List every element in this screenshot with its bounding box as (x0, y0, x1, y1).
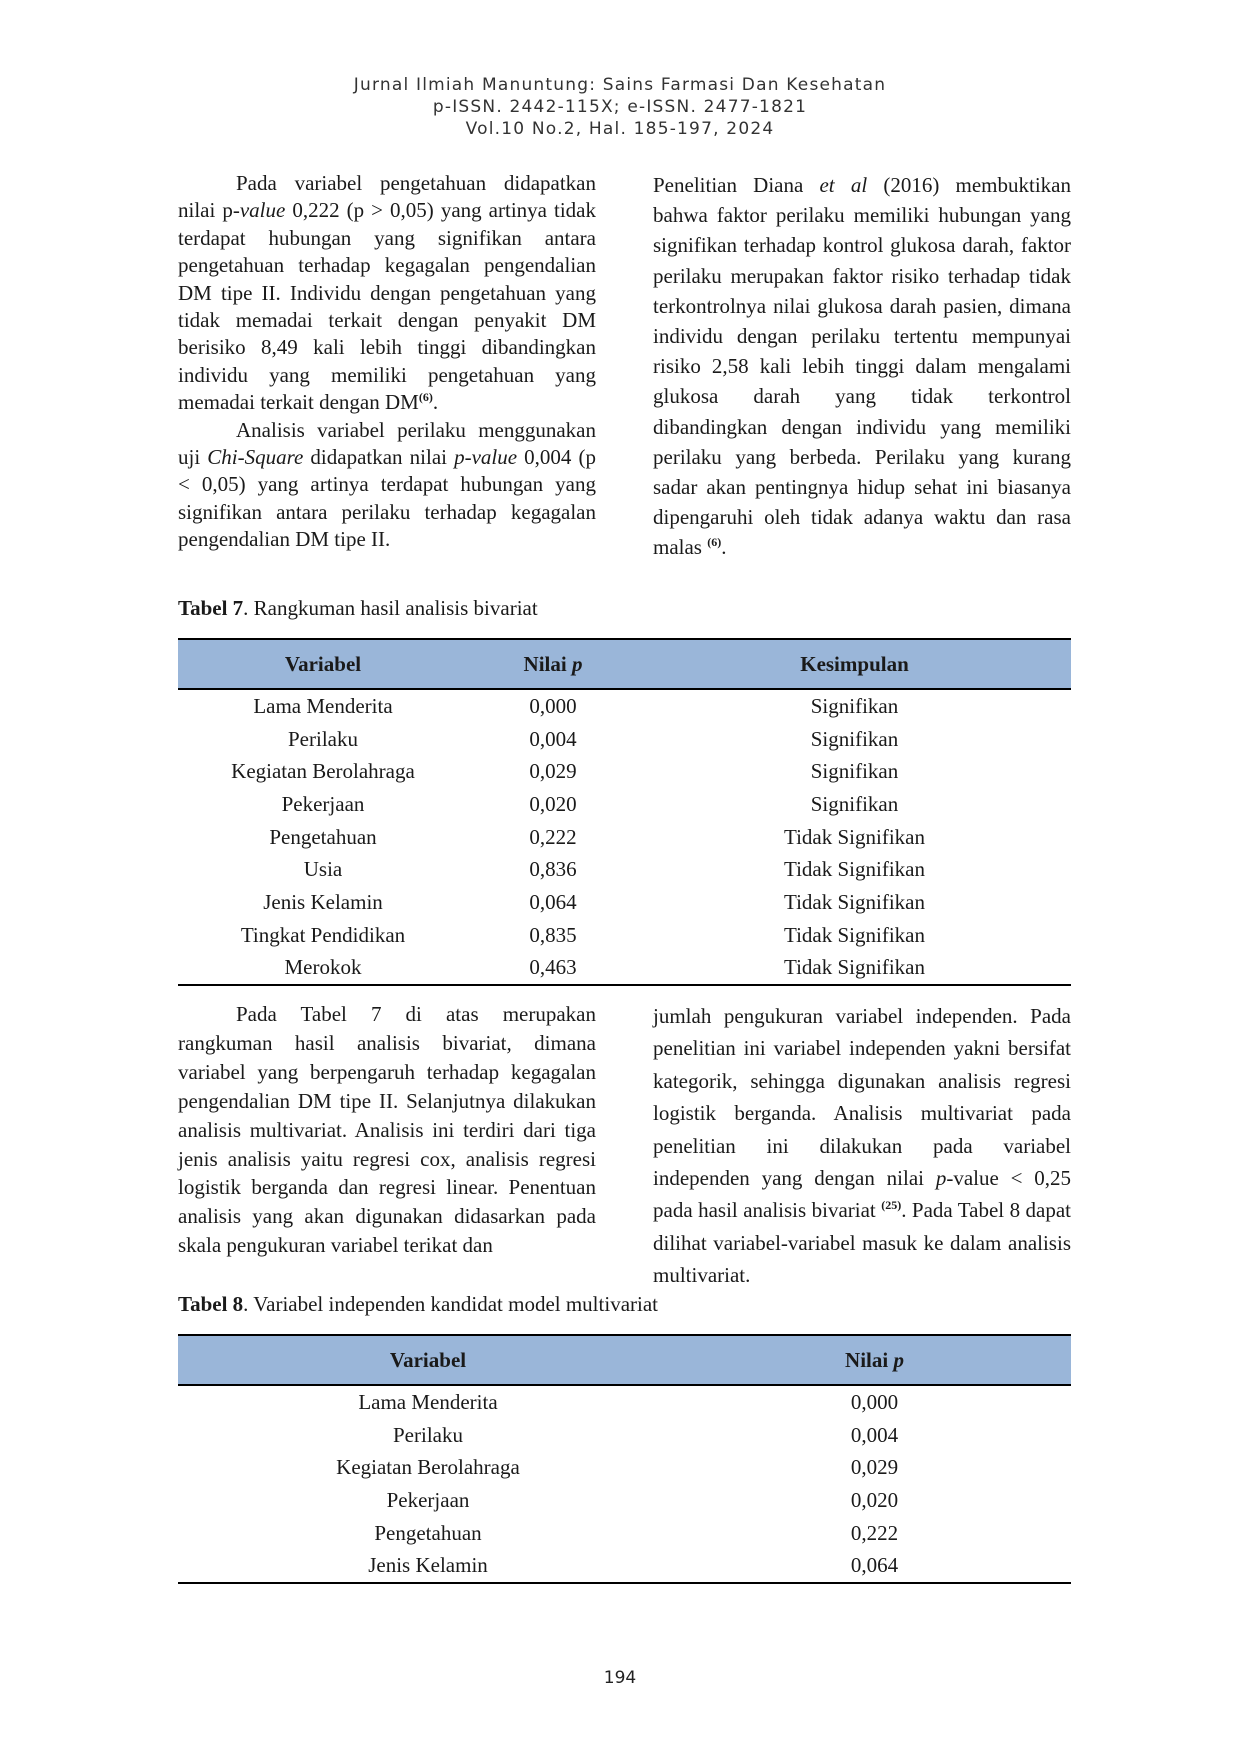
table-row (178, 1549, 1071, 1583)
cell-kesimpulan: Tidak Signifikan (638, 952, 1071, 986)
cell-nilai: 0,064 (678, 1549, 1071, 1583)
cell-nilai: 0,029 (850, 1455, 899, 1480)
table-row (178, 886, 1071, 919)
header-kesimpulan: Kesimpulan (638, 639, 1071, 689)
cell-variabel: Lama Menderita (253, 693, 393, 718)
table8 (178, 1334, 1071, 1584)
paragraph-tabel7: Pada Tabel 7 di atas merupakan rangkuman hasil analisis bivariat, dimana variabel yang berpengaruh terhadap kegagalan pengendalian DM tipe II. Selanjutnya dilakukan analisis multivariat. Analisis ini terdiri dari tiga jenis analisis yaitu regresi cox, analisis regresi logistik berganda dan regresi linear. Penentuan analisis yang akan digunakan didasarkan pada skala pengukuran variabel terikat dan (178, 1002, 596, 1258)
table-row (178, 755, 1071, 788)
table7 (178, 638, 1071, 986)
table-row (178, 689, 1071, 723)
cell-nilai: 0,836 (529, 857, 577, 882)
journal-issn: p-ISSN. 2442-115X; e-ISSN. 2477-1821 (432, 97, 808, 117)
cell-variabel: Pekerjaan (281, 791, 365, 816)
table-row (178, 1517, 1071, 1550)
cell-kesimpulan: Tidak Signifikan (784, 922, 925, 947)
journal-volume: Vol.10 No.2, Hal. 185-197, 2024 (465, 119, 775, 139)
cell-variabel: Perilaku (288, 726, 358, 751)
cell-kesimpulan: Tidak Signifikan (784, 857, 925, 882)
cell-variabel: Pengetahuan (269, 824, 377, 849)
cell-kesimpulan: Signifikan (810, 693, 899, 718)
header-variabel: Variabel (178, 1335, 678, 1385)
paragraph-perilaku: Analisis variabel perilaku menggunakan uji Chi-Square didapatkan nilai p-value 0,004 (p < 0,05) yang artinya terdapat hubungan yang signifikan antara perilaku terhadap kegagalan pengendalian DM tipe II. (178, 417, 596, 552)
table-row (178, 1419, 1071, 1452)
cell-nilai: 0,222 (850, 1520, 899, 1545)
cell-nilai: 0,835 (529, 922, 577, 947)
cell-variabel: Kegiatan Berolahraga (231, 759, 415, 784)
table7-caption: Tabel 7. Rangkuman hasil analisis bivariat (178, 596, 538, 620)
left-column-top (178, 170, 596, 554)
table-row (178, 723, 1071, 756)
table-header-row (178, 639, 1071, 689)
cell-nilai: 0,020 (850, 1487, 899, 1512)
cell-nilai: 0,029 (529, 759, 577, 784)
cell-variabel: Pengetahuan (374, 1520, 482, 1545)
cell-nilai: 0,463 (468, 952, 638, 986)
table-row (178, 1451, 1071, 1484)
right-column-top (653, 170, 1071, 563)
table8-caption: Tabel 8. Variabel independen kandidat model multivariat (178, 1292, 658, 1316)
table-header-row (178, 1335, 1071, 1385)
cell-variabel: Merokok (178, 952, 468, 986)
paragraph-diana: Penelitian Diana et al (2016) membuktikan bahwa faktor perilaku memiliki hubungan yang signifikan terhadap kontrol glukosa darah, faktor perilaku merupakan faktor risiko terhadap tidak terkontrolnya nilai glukosa darah pasien, dimana individu dengan perilaku tertentu mempunyai risiko 2,58 kali lebih tinggi dalam mengalami glukosa darah yang tidak terkontrol dibandingkan dengan individu yang memiliki perilaku yang berbeda. Perilaku yang kurang sadar akan pentingnya hidup sehat ini biasanya dipengaruhi oleh tidak adanya waktu dan rasa malas $^{(6)}$. (653, 173, 1071, 560)
citation: (25) (881, 1198, 902, 1213)
page-number: 194 (603, 1668, 637, 1688)
table-row (178, 853, 1071, 886)
table-row (178, 1385, 1071, 1419)
paragraph-pengetahuan: Pada variabel pengetahuan didapatkan nilai p-value 0,222 (p > 0,05) yang artinya tidak terdapat hubungan yang signifikan antara pengetahuan terhadap kegagalan pengendalian DM tipe II. Individu dengan pengetahuan yang tidak memadai terkait dengan penyakit DM berisiko 8,49 kali lebih tinggi dibandingkan individu yang memiliki pengetahuan yang memadai terkait dengan DM$^{(6)}$. (178, 171, 596, 415)
table-row (178, 788, 1071, 821)
cell-nilai: 0,020 (529, 791, 577, 816)
paragraph-multivariat: jumlah pengukuran variabel independen. Pada penelitian ini variabel independen yakni bersifat kategorik, sehingga digunakan analisis regresi logistik berganda. Analisis multivariat pada penelitian ini dilakukan pada variabel independen yang dengan nilai p-value < 0,25 pada hasil analisis bivariat $^{(25)}$. Pada Tabel 8 dapat dilihat variabel-variabel masuk ke dalam analisis multivariat. (653, 1004, 1072, 1288)
cell-nilai: 0,000 (850, 1389, 899, 1414)
right-column-bottom (653, 1000, 1071, 1292)
cell-kesimpulan: Tidak Signifikan (784, 889, 925, 914)
cell-nilai: 0,000 (529, 693, 577, 718)
citation: (6) (707, 535, 722, 550)
cell-kesimpulan: Signifikan (810, 791, 899, 816)
journal-title: Jurnal Ilmiah Manuntung: Sains Farmasi Dan Kesehatan (353, 75, 887, 95)
cell-variabel: Pekerjaan (386, 1487, 470, 1512)
cell-kesimpulan: Signifikan (810, 726, 899, 751)
cell-variabel: Perilaku (393, 1422, 463, 1447)
cell-kesimpulan: Signifikan (810, 759, 899, 784)
left-column-bottom (178, 1000, 596, 1260)
cell-variabel: Jenis Kelamin (178, 1549, 678, 1583)
cell-variabel: Jenis Kelamin (263, 889, 383, 914)
cell-nilai: 0,222 (529, 824, 577, 849)
table-row (178, 952, 1071, 986)
journal-header (0, 74, 1240, 140)
table-row (178, 821, 1071, 854)
table-row (178, 1484, 1071, 1517)
cell-variabel: Lama Menderita (358, 1389, 498, 1414)
header-variabel: Variabel (178, 639, 468, 689)
cell-variabel: Usia (303, 857, 343, 882)
cell-nilai: 0,004 (850, 1422, 899, 1447)
table-row (178, 919, 1071, 952)
cell-nilai: 0,064 (529, 889, 577, 914)
cell-nilai: 0,004 (529, 726, 577, 751)
citation: (6) (418, 390, 433, 405)
cell-variabel: Kegiatan Berolahraga (336, 1455, 520, 1480)
cell-variabel: Tingkat Pendidikan (240, 922, 406, 947)
header-nilai-p: Nilai p (468, 639, 638, 689)
header-nilai-p: Nilai p (678, 1335, 1071, 1385)
cell-kesimpulan: Tidak Signifikan (784, 824, 925, 849)
